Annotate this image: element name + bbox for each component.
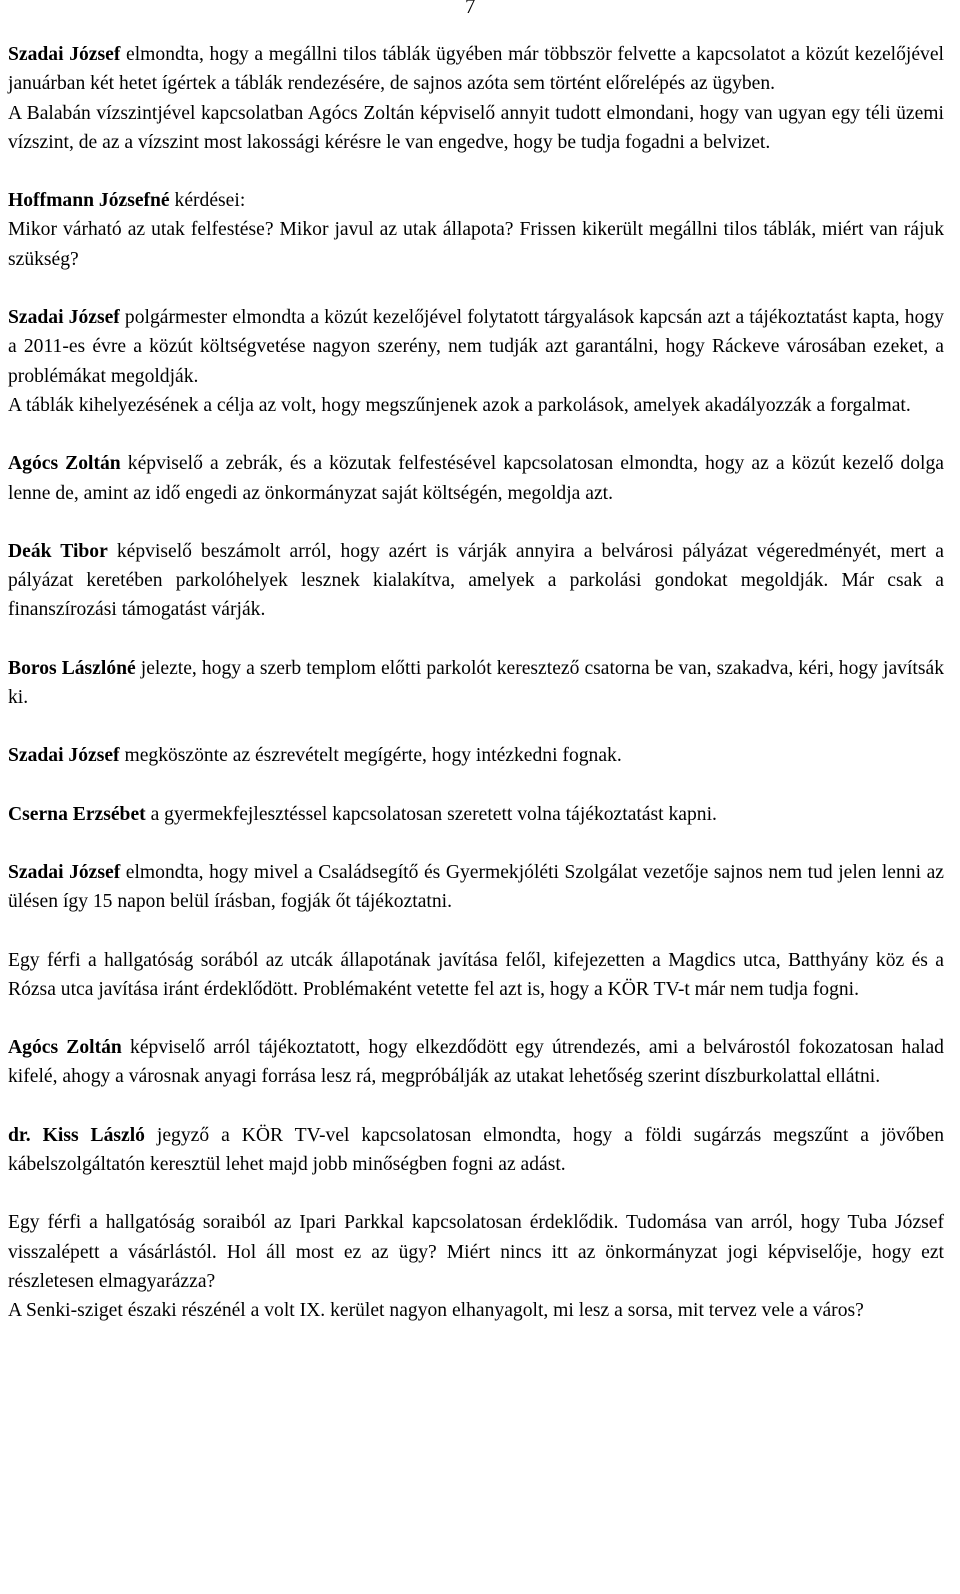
paragraph	[8, 858, 944, 917]
paragraph-text: A táblák kihelyezésének a célja az volt, hogy megszűnjenek azok a parkolások, amelyek akadályozzák a forgalmat.	[8, 394, 911, 416]
speaker-name: Cserna Erzsébet	[8, 803, 146, 825]
paragraph-text: kérdései:	[169, 190, 246, 212]
paragraph	[8, 654, 944, 713]
paragraph	[8, 391, 944, 420]
speaker-name: Szadai József	[8, 861, 121, 883]
paragraph	[8, 1208, 944, 1296]
paragraph-text: megköszönte az észrevételt megígérte, hogy intézkedni fognak.	[119, 745, 622, 767]
paragraph	[8, 537, 944, 625]
speaker-name: Szadai József	[8, 307, 120, 329]
paragraph-text: képviselő arról tájékoztatott, hogy elkezdődött egy útrendezés, ami a belvárostól fokozatosan halad kifelé, ahogy a városnak anyagi forrása lesz rá, megpróbálják az utakat lehetőség szerint díszburkolattal ellátni.	[8, 1037, 944, 1088]
paragraph	[8, 1296, 944, 1325]
paragraph	[8, 800, 944, 829]
paragraph-text: Egy férfi a hallgatóság sorából az utcák állapotának javítása felől, kifejezetten a Magdics utca, Batthyány köz és a Rózsa utca javítása iránt érdeklődött. Problémaként vetette fel azt is, hogy a KÖR TV-t már nem tudja fogni.	[8, 949, 944, 1000]
document-body	[8, 40, 944, 1355]
speaker-name: Szadai József	[8, 745, 120, 767]
speaker-name: Boros Lászlóné	[8, 657, 136, 679]
paragraph	[8, 741, 944, 770]
paragraph-text: A Balabán vízszintjével kapcsolatban Agócs Zoltán képviselő annyit tudott elmondani, hogy van ugyan egy téli üzemi vízszint, de az a vízszint most lakossági kérésre le van engedve, hogy be tudja fogadni a belvizet.	[8, 102, 944, 153]
speaker-name: Szadai József	[8, 44, 121, 65]
speaker-name: dr. Kiss László	[8, 1124, 145, 1146]
paragraph-text: polgármester elmondta a közút kezelőjével folytatott tárgyalások kapcsán azt a tájékoztatást kapta, hogy a 2011-es évre a közút költségvetése nagyon szerény, nem tudják azt garantálni, hogy Ráckeve városában ezeket, a problémákat megoldják.	[8, 307, 944, 387]
paragraph-text: Mikor várható az utak felfestése? Mikor javul az utak állapota? Frissen kikerült megállni tilos táblák, miért van rájuk szükség?	[8, 219, 944, 270]
paragraph-text: képviselő a zebrák, és a közutak felfestésével kapcsolatosan elmondta, hogy az a közút kezelő dolga lenne de, amint az idő engedi az önkormányzat saját költségén, megoldja azt.	[8, 453, 944, 504]
speaker-name: Agócs Zoltán	[8, 1037, 122, 1059]
paragraph-text: jelezte, hogy a szerb templom előtti parkolót keresztező csatorna be van, szakadva, kéri, hogy javítsák ki.	[8, 657, 944, 709]
paragraph	[8, 215, 944, 274]
paragraph	[8, 303, 944, 391]
page-number: 7	[465, 0, 476, 18]
paragraph	[8, 99, 944, 158]
paragraph	[8, 1121, 944, 1180]
paragraph-text: Egy férfi a hallgatóság soraiból az Ipari Parkkal kapcsolatosan érdeklődik. Tudomása van arról, hogy Tuba József visszalépett a vásárlástól. Hol áll most ez az ügy? Miért nincs itt az önkormányzat jogi képviselője, hogy ezt részletesen elmagyarázza?	[8, 1212, 944, 1292]
paragraph-text: A Senki-sziget északi részénél a volt IX. kerület nagyon elhanyagolt, mi lesz a sorsa, mit tervez vele a város?	[8, 1300, 864, 1322]
paragraph	[8, 186, 944, 215]
paragraph-text: elmondta, hogy a megállni tilos táblák ügyében már többször felvette a kapcsolatot a közút kezelőjével januárban két hetet ígértek a táblák rendezésére, de sajnos azóta sem történt előrelépés az ügyben.	[8, 44, 944, 95]
paragraph	[8, 1033, 944, 1092]
speaker-name: Hoffmann Józsefné	[8, 190, 170, 212]
paragraph	[8, 946, 944, 1005]
speaker-name: Deák Tibor	[8, 540, 108, 562]
paragraph-text: jegyző a KÖR TV-vel kapcsolatosan elmondta, hogy a földi sugárzás megszűnt a jövőben kábelszolgáltatón keresztül lehet majd jobb minőségben fogni az adást.	[8, 1124, 944, 1176]
paragraph	[8, 449, 944, 508]
paragraph-text: képviselő beszámolt arról, hogy azért is várják annyira a belvárosi pályázat végeredményét, mert a pályázat keretében parkolóhelyek lesznek kialakítva, amelyek a parkolási gondokat megoldják. Már csak a finanszírozási támogatást várják.	[8, 540, 944, 621]
paragraph-text: elmondta, hogy mivel a Családsegítő és Gyermekjóléti Szolgálat vezetője sajnos nem tud jelen lenni az ülésen így 15 napon belül írásban, fogják őt tájékoztatni.	[8, 861, 944, 913]
paragraph	[8, 40, 944, 99]
paragraph-text: a gyermekfejlesztéssel kapcsolatosan szeretett volna tájékoztatást kapni.	[145, 803, 717, 825]
speaker-name: Agócs Zoltán	[8, 453, 121, 475]
